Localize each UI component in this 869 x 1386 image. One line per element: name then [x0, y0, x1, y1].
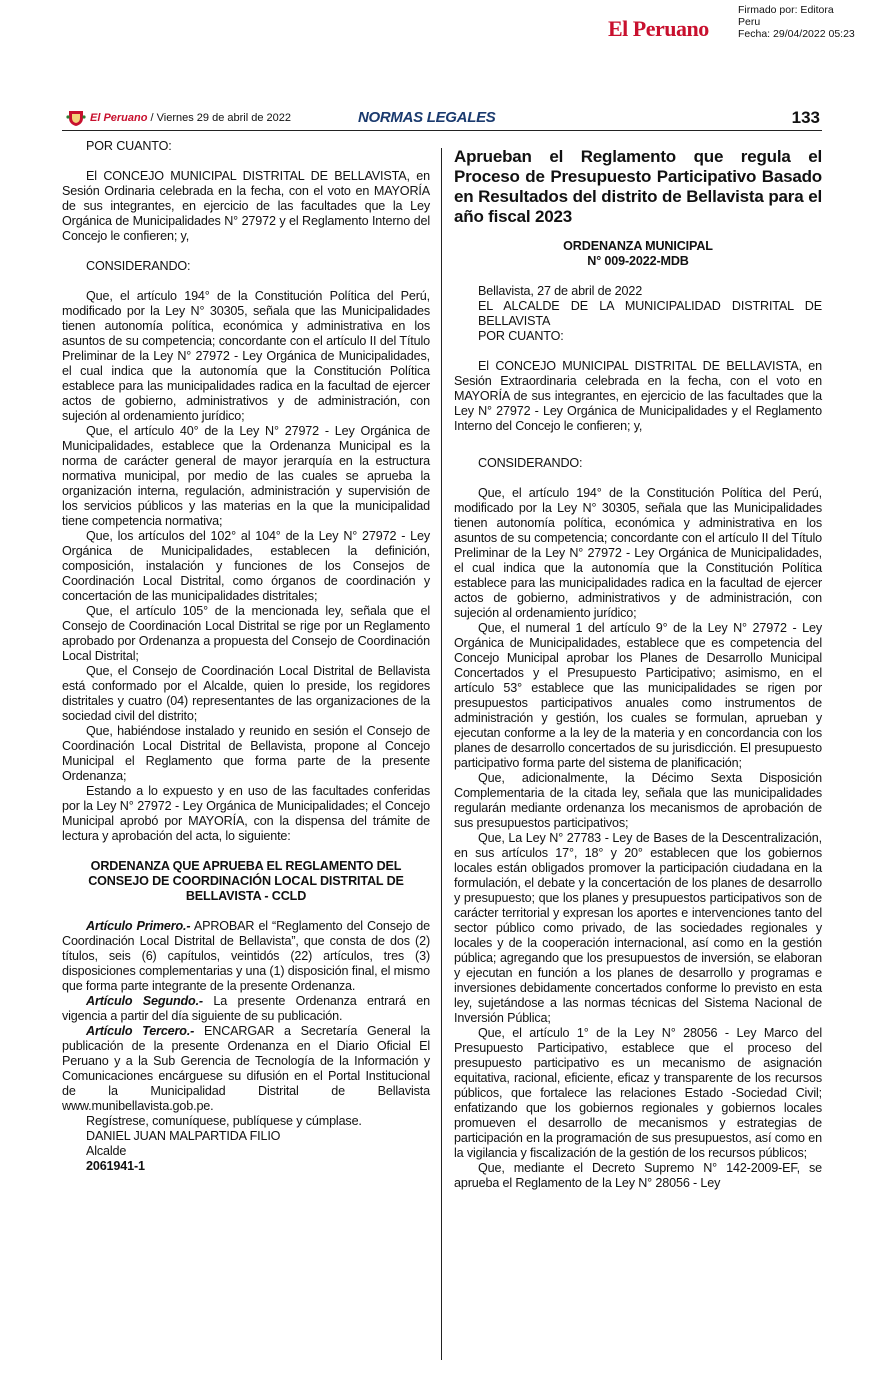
por-cuanto: POR CUANTO: — [86, 139, 172, 153]
paragraph: Estando a lo expuesto y en uso de las facultades conferidas por la Ley N° 27972 - Ley Orgánica de Municipalidades; el Concejo Municipal aprobó por MAYORÍA, con la dispensa del trámite de lectura y aprobación del acta, lo siguiente: — [62, 784, 430, 843]
ordinance-title: ORDENANZA QUE APRUEBA EL REGLAMENTO DEL CONSEJO DE COORDINACIÓN LOCAL DISTRITAL DE BELLAVISTA - CCLD — [88, 859, 404, 903]
article-headline: Aprueban el Reglamento que regula el Proceso de Presupuesto Participativo Basado en Resultados del distrito de Bellavista para el año fiscal 2023 — [454, 147, 822, 226]
por-cuanto: POR CUANTO: — [478, 329, 564, 343]
section-title: NORMAS LEGALES — [358, 109, 496, 126]
article-text: APROBAR el “Reglamento del Consejo de Coordinación Local Distrital de Bellavista”, que consta de dos (2) títulos, seis (6) capítulos, veintidós (22) artículos, tres (3) disposiciones complementarias y una (1) disposición final, el mismo que forma parte integrante de la presente Ordenanza. — [62, 919, 431, 993]
signer-role: Alcalde — [86, 1144, 127, 1158]
header-date: / Viernes 29 de abril de 2022 — [147, 112, 291, 124]
article-2 — [62, 994, 430, 1024]
closing-formula: Regístrese, comuníquese, publíquese y cúmplase. — [86, 1114, 362, 1128]
signature-line: Firmado por: Editora — [738, 4, 834, 16]
article-text: ENCARGAR a Secretaría General la publicación de la presente Ordenanza en el Diario Oficial El Peruano y a la Sub Gerencia de Tecnología de la Información y Comunicaciones encárguese su difusión en el Portal Institucional de la Municipalidad Distrital de Bellavista www.munibellavista.gob.pe. — [62, 1024, 430, 1113]
issue-date: Bellavista, 27 de abril de 2022 — [478, 284, 643, 298]
ordinance-type: ORDENANZA MUNICIPAL — [563, 239, 713, 253]
paragraph: Que, adicionalmente, la Décimo Sexta Disposición Complementaria de la citada ley, señala que las municipalidades regularán mediante ordenanza los mecanismos de aprobación de sus presupuestos participativos; — [454, 771, 822, 830]
paragraph: El CONCEJO MUNICIPAL DISTRITAL DE BELLAVISTA, en Sesión Ordinaria celebrada en la fecha, con el voto en MAYORÍA de sus integrantes, en ejercicio de las facultades que la Ley Orgánica de Municipalidades N° 27972 y el Reglamento Interno del Concejo le confieren; y, — [62, 169, 430, 243]
paragraph: Que, mediante el Decreto Supremo N° 142-2009-EF, se aprueba el Reglamento de la Ley N° 28056 - Ley — [454, 1161, 822, 1190]
paragraph: Que, el Consejo de Coordinación Local Distrital de Bellavista está conformado por el Alcalde, quien lo preside, los regidores distritales y cuatro (04) representantes de las organizaciones de la sociedad civil del distrito; — [62, 664, 430, 723]
paragraph: Que, el artículo 194° de la Constitución Política del Perú, modificado por la Ley N° 30305, señala que las Municipalidades tienen autonomía política, económica y administrativa en los asuntos de su competencia; concordante con el artículo II del Título Preliminar de la Ley N° 27972 - Ley Orgánica de Municipalidades, el cual indica que la autonomía que la Constitución Política establece para las municipalidades radica en la facultad de ejercer actos de gobierno, administrativos y de administración, con sujeción al ordenamiento jurídico; — [454, 486, 822, 620]
paragraph: Que, el artículo 194° de la Constitución Política del Perú, modificado por la Ley N° 30305, señala que las Municipalidades tienen autonomía política, económica y administrativa en los asuntos de su competencia; concordante con el artículo II del Título Preliminar de la Ley N° 27972 - Ley Orgánica de Municipalidades, el cual indica que la autonomía que la Constitución Política establece para las municipalidades radica en la facultad de ejercer actos de gobierno, administrativos y de administración, con sujeción al ordenamiento jurídico; — [62, 289, 430, 423]
paragraph: El CONCEJO MUNICIPAL DISTRITAL DE BELLAVISTA, en Sesión Extraordinaria celebrada en la fecha, con el voto en MAYORÍA de sus integrantes, en ejercicio de las facultades que la Ley N° 27972 - Ley Orgánica de Municipalidades y el Reglamento Interno del Concejo le confieren; y, — [454, 359, 822, 433]
paragraph: Que, los artículos del 102° al 104° de la Ley N° 27972 - Ley Orgánica de Municipalidades, establecen la definición, composición, instalación y funciones de los Consejos de Coordinación Local Distrital, como órganos de coordinación y concertación de las municipalidades distritales; — [62, 529, 430, 603]
el-peruano-logo: El Peruano — [608, 16, 709, 41]
ordinance-number: N° 009-2022-MDB — [587, 254, 689, 268]
considerando: CONSIDERANDO: — [478, 456, 583, 470]
publication-code: 2061941-1 — [86, 1159, 145, 1173]
paragraph: Que, el numeral 1 del artículo 9° de la Ley N° 27972 - Ley Orgánica de Municipalidades, establece que es competencia del Concejo Municipal aprobar los Planes de Desarrollo Municipal Concertados y el Presupuesto Participativo; asimismo, en el artículo 53° establece que las municipalidades se rigen por presupuestos participativos anuales como instrumentos de administración y gestión, los cuales se formulan, aprueban y ejecutan conforme a la ley de la materia y en concordancia con los planes de desarrollo concertados de su jurisdicción. El presupuesto participativo forma parte del sistema de planificación; — [454, 621, 822, 770]
article-label: Artículo Primero.- — [86, 919, 191, 933]
considerando: CONSIDERANDO: — [86, 259, 191, 273]
paragraph: Que, La Ley N° 27783 - Ley de Bases de la Descentralización, en sus artículos 17°, 18° y 20° establecen que los gobiernos locales están obligados promover la participación ciudadana en la formulación, el debate y la concertación de los planes de desarrollo y presupuesto; que los planes y presupuestos participativos son de carácter territorial y expresan los aportes e intervenciones tanto del sector público como privado, de las sociedades regionales y locales y de la cooperación internacional, así como en la gestión pública; agregando que los presupuestos de inversión, se elaboran y ejecutan en función a los planes de desarrollo y programas e inversiones debidamente concertados conforme lo previsto en esta ley, sujetándose a las normas técnicas del Sistema Nacional de Inversión Pública; — [454, 831, 822, 1025]
page-header — [62, 108, 822, 131]
signature-text — [738, 4, 855, 40]
left-column — [62, 139, 430, 1174]
article-label: Artículo Tercero.- — [86, 1024, 195, 1038]
signature-line: Peru — [738, 16, 761, 28]
paragraph: Que, el artículo 1° de la Ley N° 28056 - Ley Marco del Presupuesto Participativo, establece que el proceso del presupuesto participativo es un mecanismo de asignación equitativa, racional, eficiente, eficaz y transparente de los recursos públicos, que fortalece las relaciones Estado -Sociedad Civil; enfatizando que los gobiernos regionales y gobiernos locales promueven el desarrollo de mecanismos y estrategias de participación en la programación de sus presupuestos, así como en la vigilancia y fiscalización de la gestión de los recursos públicos; — [454, 1026, 822, 1160]
header-brand-date — [90, 112, 291, 124]
article-1 — [62, 919, 430, 994]
signer-name: DANIEL JUAN MALPARTIDA FILIO — [86, 1129, 281, 1143]
column-divider — [441, 148, 442, 1360]
article-label: Artículo Segundo.- — [86, 994, 203, 1008]
issuer: EL ALCALDE DE LA MUNICIPALIDAD DISTRITAL DE BELLAVISTA — [478, 299, 822, 328]
paragraph: Que, habiéndose instalado y reunido en sesión el Consejo de Coordinación Local Distrital de Bellavista, propone al Concejo Municipal el Reglamento que forma parte de la presente Ordenanza; — [62, 724, 430, 783]
coat-of-arms-icon — [66, 109, 86, 127]
article-text: La presente Ordenanza entrará en vigencia a partir del día siguiente de su publicación. — [62, 994, 430, 1023]
right-column — [454, 139, 822, 1191]
paragraph: Que, el artículo 105° de la mencionada ley, señala que el Consejo de Coordinación Local Distrital se rige por un Reglamento aprobado por Ordenanza a propuesta del Consejo de Coordinación Local Distrital; — [62, 604, 430, 663]
page-number: 133 — [791, 108, 820, 127]
header-brand: El Peruano — [90, 112, 148, 124]
paragraph: Que, el artículo 40° de la Ley N° 27972 - Ley Orgánica de Municipalidades, establece que la Ordenanza Municipal es la norma de carácter general de mayor jerarquía en la estructura normativa municipal, por medio de las cuales se aprueba la organización interna, regulación, administración y supervisión de los servicios públicos y las materias en la que la municipalidad tiene competencia normativa; — [62, 424, 430, 528]
article-3 — [62, 1024, 430, 1114]
signature-line: Fecha: 29/04/2022 05:23 — [738, 28, 855, 40]
digital-signature — [608, 4, 863, 42]
